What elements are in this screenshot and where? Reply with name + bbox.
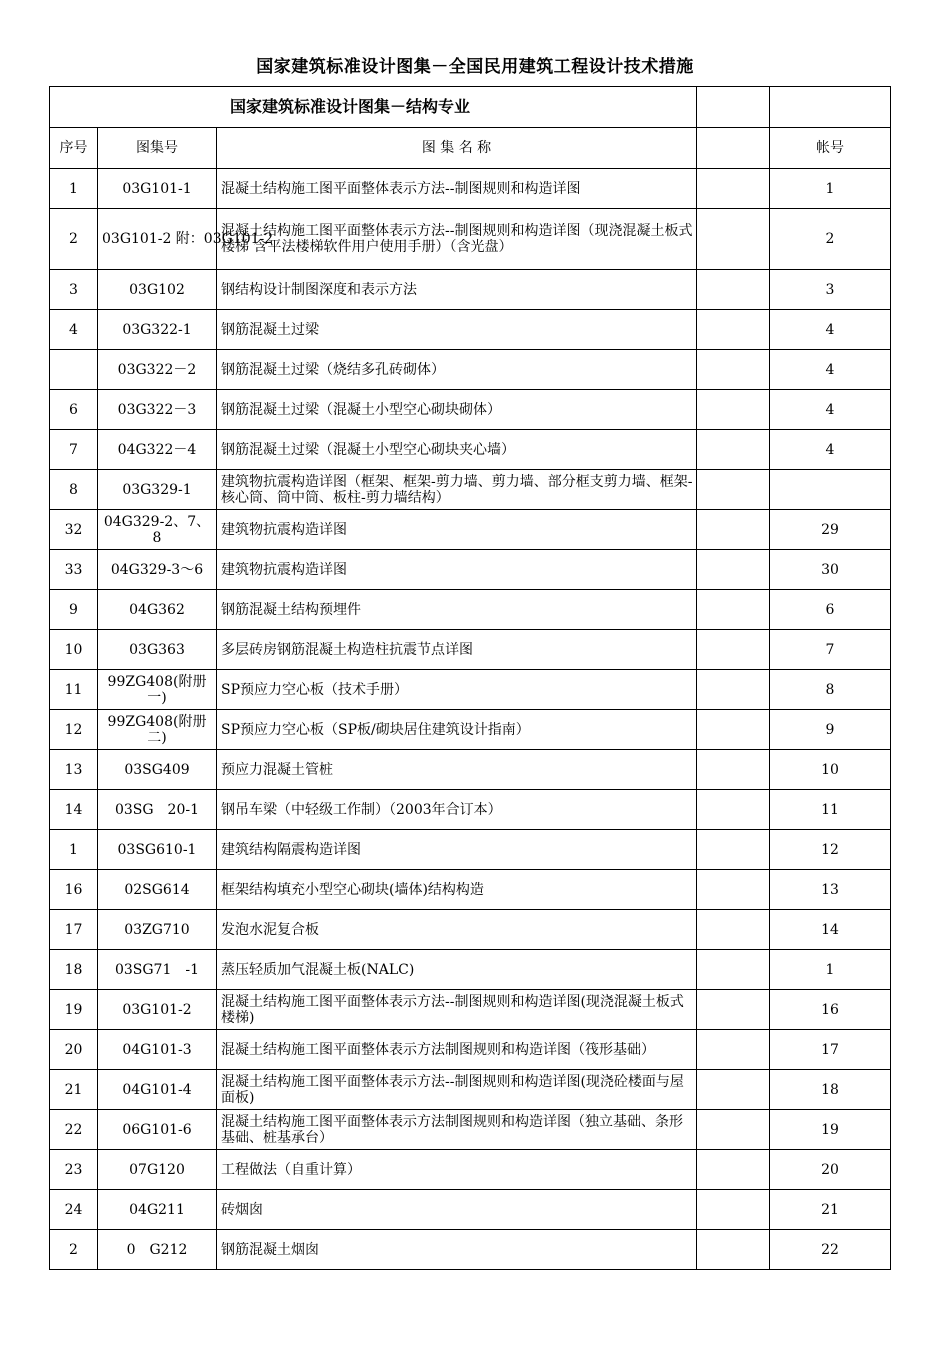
row-name: 钢筋混凝土过梁（混凝土小型空心砌块夹心墙） (217, 430, 697, 470)
row-seq: 20 (50, 1030, 98, 1070)
row-name: 建筑物抗震构造详图 (217, 510, 697, 550)
row-account: 16 (770, 990, 891, 1030)
empty-cell (697, 128, 770, 169)
empty-cell (697, 790, 770, 830)
table-row (50, 270, 891, 310)
row-account: 6 (770, 590, 891, 630)
row-account: 2 (770, 209, 891, 270)
row-seq: 10 (50, 630, 98, 670)
row-account: 13 (770, 870, 891, 910)
row-name: 钢结构设计制图深度和表示方法 (217, 270, 697, 310)
empty-cell (770, 87, 891, 128)
row-seq: 18 (50, 950, 98, 990)
row-name: 钢筋混凝土烟囱 (217, 1230, 697, 1270)
row-name: 钢筋混凝土过梁（混凝土小型空心砌块砌体） (217, 390, 697, 430)
row-name: 混凝土结构施工图平面整体表示方法制图规则和构造详图（筏形基础） (217, 1030, 697, 1070)
table-row (50, 590, 891, 630)
empty-cell (697, 590, 770, 630)
table-row (50, 1070, 891, 1110)
row-seq: 2 (50, 209, 98, 270)
row-name: 工程做法（自重计算） (217, 1150, 697, 1190)
row-seq: 14 (50, 790, 98, 830)
column-header-row (50, 128, 891, 169)
row-name: 混凝土结构施工图平面整体表示方法--制图规则和构造详图(现浇混凝土板式楼梯) (217, 990, 697, 1030)
row-atlas-no: 99ZG408(附册一) (98, 670, 217, 710)
row-atlas-no: 04G101-4 (98, 1070, 217, 1110)
row-seq: 17 (50, 910, 98, 950)
table-row (50, 830, 891, 870)
row-seq: 32 (50, 510, 98, 550)
empty-cell (697, 1150, 770, 1190)
table-row (50, 169, 891, 209)
table-row (50, 350, 891, 390)
row-seq: 19 (50, 990, 98, 1030)
row-seq: 8 (50, 470, 98, 510)
row-name: 框架结构填充小型空心砌块(墙体)结构构造 (217, 870, 697, 910)
row-account: 4 (770, 430, 891, 470)
empty-cell (697, 710, 770, 750)
row-atlas-no: 04G329-2、7、8 (98, 510, 217, 550)
row-account: 30 (770, 550, 891, 590)
row-name: 钢筋混凝土过梁 (217, 310, 697, 350)
table-row (50, 1110, 891, 1150)
empty-cell (697, 350, 770, 390)
row-account: 4 (770, 390, 891, 430)
empty-cell (697, 990, 770, 1030)
row-seq: 23 (50, 1150, 98, 1190)
row-account (770, 470, 891, 510)
table-row (50, 950, 891, 990)
table-row (50, 870, 891, 910)
row-atlas-no: 03G329-1 (98, 470, 217, 510)
empty-cell (697, 169, 770, 209)
empty-cell (697, 1030, 770, 1070)
row-seq: 3 (50, 270, 98, 310)
empty-cell (697, 1190, 770, 1230)
row-seq (50, 350, 98, 390)
row-atlas-no: 03SG610-1 (98, 830, 217, 870)
row-atlas-no: 03G322-1 (98, 310, 217, 350)
row-name: 钢吊车梁（中轻级工作制）（2003年合订本） (217, 790, 697, 830)
row-account: 7 (770, 630, 891, 670)
row-name: 建筑结构隔震构造详图 (217, 830, 697, 870)
row-seq: 4 (50, 310, 98, 350)
row-atlas-no: 04G322－4 (98, 430, 217, 470)
header-seq: 序号 (50, 128, 98, 169)
table-row (50, 1190, 891, 1230)
row-atlas-no: 0 G212 (98, 1230, 217, 1270)
table-row (50, 630, 891, 670)
row-account: 11 (770, 790, 891, 830)
row-account: 19 (770, 1110, 891, 1150)
row-seq: 24 (50, 1190, 98, 1230)
empty-cell (697, 670, 770, 710)
row-name: 发泡水泥复合板 (217, 910, 697, 950)
empty-cell (697, 870, 770, 910)
row-account: 8 (770, 670, 891, 710)
row-seq: 22 (50, 1110, 98, 1150)
table-row (50, 710, 891, 750)
table-row (50, 510, 891, 550)
table-row (50, 990, 891, 1030)
row-name: 钢筋混凝土过梁（烧结多孔砖砌体） (217, 350, 697, 390)
row-atlas-no: 03SG71 -1 (98, 950, 217, 990)
table-row (50, 670, 891, 710)
row-atlas-no: 03G101-2 附：03G101-2 (98, 209, 217, 270)
row-atlas-no: 03G322－2 (98, 350, 217, 390)
row-atlas-no: 99ZG408(附册二) (98, 710, 217, 750)
table-row (50, 310, 891, 350)
empty-cell (697, 87, 770, 128)
row-seq: 1 (50, 169, 98, 209)
row-account: 12 (770, 830, 891, 870)
row-name: 预应力混凝土管桩 (217, 750, 697, 790)
table-row (50, 1230, 891, 1270)
header-atlas-no: 图集号 (98, 128, 217, 169)
section-title: 国家建筑标准设计图集－结构专业 (50, 87, 697, 128)
row-seq: 1 (50, 830, 98, 870)
row-account: 14 (770, 910, 891, 950)
row-seq: 7 (50, 430, 98, 470)
empty-cell (697, 209, 770, 270)
row-atlas-no: 07G120 (98, 1150, 217, 1190)
row-seq: 12 (50, 710, 98, 750)
row-atlas-no: 03G102 (98, 270, 217, 310)
row-name: 蒸压轻质加气混凝土板(NALC) (217, 950, 697, 990)
empty-cell (697, 1070, 770, 1110)
row-atlas-no: 06G101-6 (98, 1110, 217, 1150)
row-name: 混凝土结构施工图平面整体表示方法--制图规则和构造详图(现浇砼楼面与屋面板) (217, 1070, 697, 1110)
empty-cell (697, 310, 770, 350)
row-atlas-no: 03G101-1 (98, 169, 217, 209)
row-atlas-no: 04G329-3～6 (98, 550, 217, 590)
header-account: 帐号 (770, 128, 891, 169)
row-account: 21 (770, 1190, 891, 1230)
row-seq: 21 (50, 1070, 98, 1110)
row-atlas-no: 02SG614 (98, 870, 217, 910)
row-seq: 2 (50, 1230, 98, 1270)
row-account: 3 (770, 270, 891, 310)
row-seq: 11 (50, 670, 98, 710)
empty-cell (697, 630, 770, 670)
section-header-row (50, 87, 891, 128)
row-account: 22 (770, 1230, 891, 1270)
empty-cell (697, 510, 770, 550)
empty-cell (697, 1110, 770, 1150)
empty-cell (697, 270, 770, 310)
row-name: 多层砖房钢筋混凝土构造柱抗震节点详图 (217, 630, 697, 670)
row-atlas-no: 03G322－3 (98, 390, 217, 430)
row-atlas-no: 04G211 (98, 1190, 217, 1230)
row-atlas-no: 03ZG710 (98, 910, 217, 950)
row-name: 混凝土结构施工图平面整体表示方法--制图规则和构造详图 (217, 169, 697, 209)
table-row (50, 430, 891, 470)
row-account: 17 (770, 1030, 891, 1070)
row-seq: 33 (50, 550, 98, 590)
empty-cell (697, 830, 770, 870)
document-title: 国家建筑标准设计图集－全国民用建筑工程设计技术措施 (256, 57, 694, 77)
empty-cell (697, 430, 770, 470)
row-account: 1 (770, 950, 891, 990)
row-seq: 13 (50, 750, 98, 790)
row-atlas-no: 03G101-2 (98, 990, 217, 1030)
empty-cell (697, 1230, 770, 1270)
row-atlas-no: 04G362 (98, 590, 217, 630)
atlas-table (49, 86, 891, 1270)
table-row (50, 390, 891, 430)
row-atlas-no: 03SG 20-1 (98, 790, 217, 830)
row-account: 10 (770, 750, 891, 790)
header-name: 图 集 名 称 (217, 128, 697, 169)
row-seq: 6 (50, 390, 98, 430)
row-seq: 9 (50, 590, 98, 630)
row-name: SP预应力空心板（技术手册） (217, 670, 697, 710)
table-row (50, 790, 891, 830)
table-row (50, 1150, 891, 1190)
row-account: 29 (770, 510, 891, 550)
row-account: 1 (770, 169, 891, 209)
row-name: SP预应力空心板（SP板/砌块居住建筑设计指南） (217, 710, 697, 750)
row-atlas-no: 03G363 (98, 630, 217, 670)
empty-cell (697, 390, 770, 430)
row-account: 20 (770, 1150, 891, 1190)
row-name: 建筑物抗震构造详图 (217, 550, 697, 590)
empty-cell (697, 550, 770, 590)
row-name: 钢筋混凝土结构预埋件 (217, 590, 697, 630)
empty-cell (697, 950, 770, 990)
row-name: 混凝土结构施工图平面整体表示方法--制图规则和构造详图（现浇混凝土板式楼梯 含平法楼梯软件用户使用手册）（含光盘） (217, 209, 697, 270)
row-name: 建筑物抗震构造详图（框架、框架-剪力墙、剪力墙、部分框支剪力墙、框架-核心筒、筒中筒、板柱-剪力墙结构） (217, 470, 697, 510)
empty-cell (697, 910, 770, 950)
empty-cell (697, 470, 770, 510)
table-row (50, 550, 891, 590)
empty-cell (697, 750, 770, 790)
row-atlas-no: 03SG409 (98, 750, 217, 790)
table-row (50, 1030, 891, 1070)
row-atlas-no: 04G101-3 (98, 1030, 217, 1070)
row-account: 4 (770, 350, 891, 390)
row-seq: 16 (50, 870, 98, 910)
row-account: 9 (770, 710, 891, 750)
table-row (50, 910, 891, 950)
row-account: 4 (770, 310, 891, 350)
table-row (50, 750, 891, 790)
row-name: 混凝土结构施工图平面整体表示方法制图规则和构造详图（独立基础、条形基础、桩基承台） (217, 1110, 697, 1150)
row-account: 18 (770, 1070, 891, 1110)
row-name: 砖烟囱 (217, 1190, 697, 1230)
table-row (50, 470, 891, 510)
table-row (50, 209, 891, 270)
